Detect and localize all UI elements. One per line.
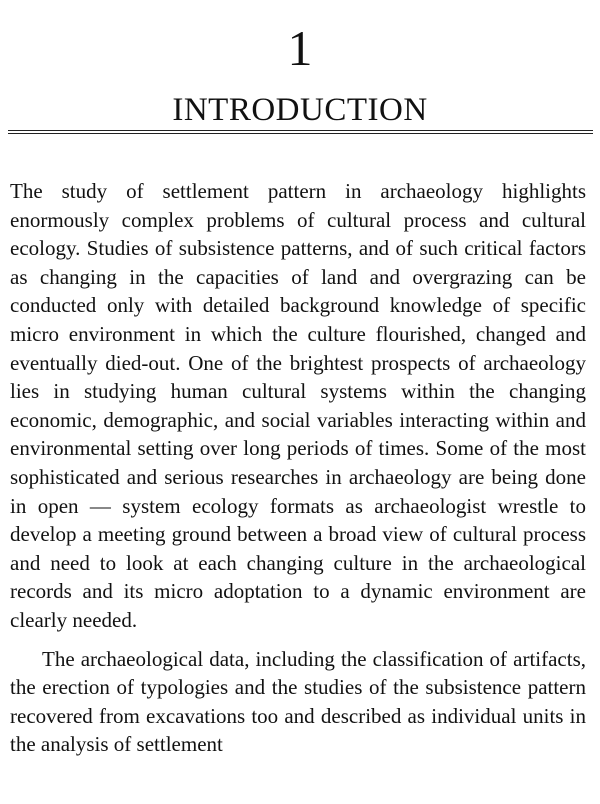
chapter-number: 1 [287,20,313,76]
title-double-rule [8,130,593,134]
paragraph-2: The archaeological data, including the classification of artifacts, the erection of typologies and the studies of the subsistence pattern recovered from excavations too and described as individual units in the analysis of settlement [10,646,586,757]
paragraph-1: The study of settlement pattern in archaeology highlights enormously complex problems of cultural process and cultural ecology. Studies of subsistence patterns, and of such critical factors as changing in the capacities of land and overgrazing can be conducted only with detailed background knowledge of specific micro environment in which the culture flourished, changed and eventually died-out. One of the brightest prospects of archaeology lies in studying human cultural systems within the changing economic, demographic, and social variables interacting within and environmental setting over long periods of times. Some of the most sophisticated and serious researches in archaeology are being done in open — system ecology formats as archaeologist wrestle to develop a meeting ground between a broad view of cultural process and need to look at each changing culture in the archaeological records and its micro adoptation to a dynamic environment are clearly needed. [10,179,586,632]
chapter-body [10,177,586,759]
chapter-title: INTRODUCTION [172,92,428,128]
